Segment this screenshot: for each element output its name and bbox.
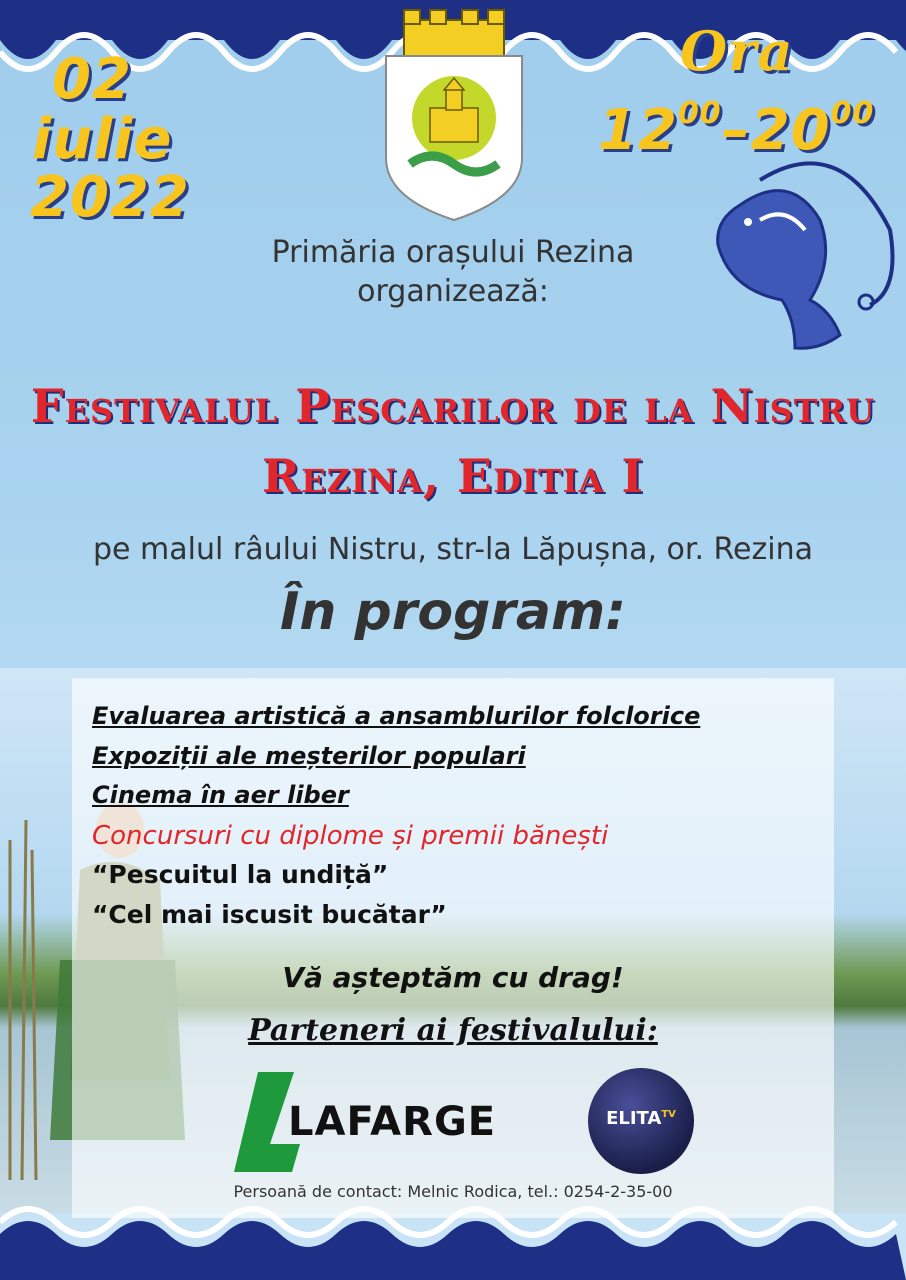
elita-tv-logo <box>588 1068 694 1174</box>
contests-heading: Concursuri cu diplome și premii bănești <box>92 821 609 851</box>
time-label: Ora <box>680 19 794 83</box>
date-month: iulie <box>32 107 173 172</box>
time-end-minutes: 00 <box>830 96 875 131</box>
time-range: $12^{00}-20^{00}$ <box>598 96 875 163</box>
coat-of-arms-icon <box>384 8 524 223</box>
festival-title-line1: Festivalul Pescarilor de la Nistru <box>30 379 876 433</box>
elita-tv-text: TV <box>661 1109 676 1120</box>
lafarge-logo-text: LAFARGE <box>288 1099 497 1145</box>
program-heading: În program: <box>280 582 626 642</box>
welcome-text: Vă așteptăm cu drag! <box>282 961 624 994</box>
festival-title-line2: Rezina, Editia I <box>262 449 644 503</box>
contest-fishing: “Pescuitul la undiță” <box>92 860 389 889</box>
program-item-cinema: Cinema în aer liber <box>92 781 349 809</box>
time-end-hour: 20 <box>750 98 831 163</box>
time-start-minutes: 00 <box>677 96 722 131</box>
program-item-crafts: Expoziții ale meșterilor populari <box>92 742 526 770</box>
elita-logo-text: ELITA <box>606 1108 662 1129</box>
contest-cook: “Cel mai iscusit bucătar” <box>92 900 447 929</box>
organizer-line2: organizează: <box>357 274 549 309</box>
date-year: 2022 <box>30 165 190 230</box>
program-item-folklore: Evaluarea artistică a ansamblurilor folclorice <box>92 702 701 730</box>
bottom-wave-band <box>0 1200 906 1280</box>
event-location: pe malul râului Nistru, str-la Lăpușna, or. Rezina <box>93 532 813 567</box>
time-start-hour: 12 <box>598 98 678 163</box>
contact-info: Persoană de contact: Melnic Rodica, tel.: 0254-2-35-00 <box>233 1182 673 1201</box>
organizer-line1: Primăria orașului Rezina <box>271 235 635 270</box>
partners-heading: Parteneri ai festivalului: <box>248 1013 658 1048</box>
date-day: 02 <box>52 47 132 112</box>
